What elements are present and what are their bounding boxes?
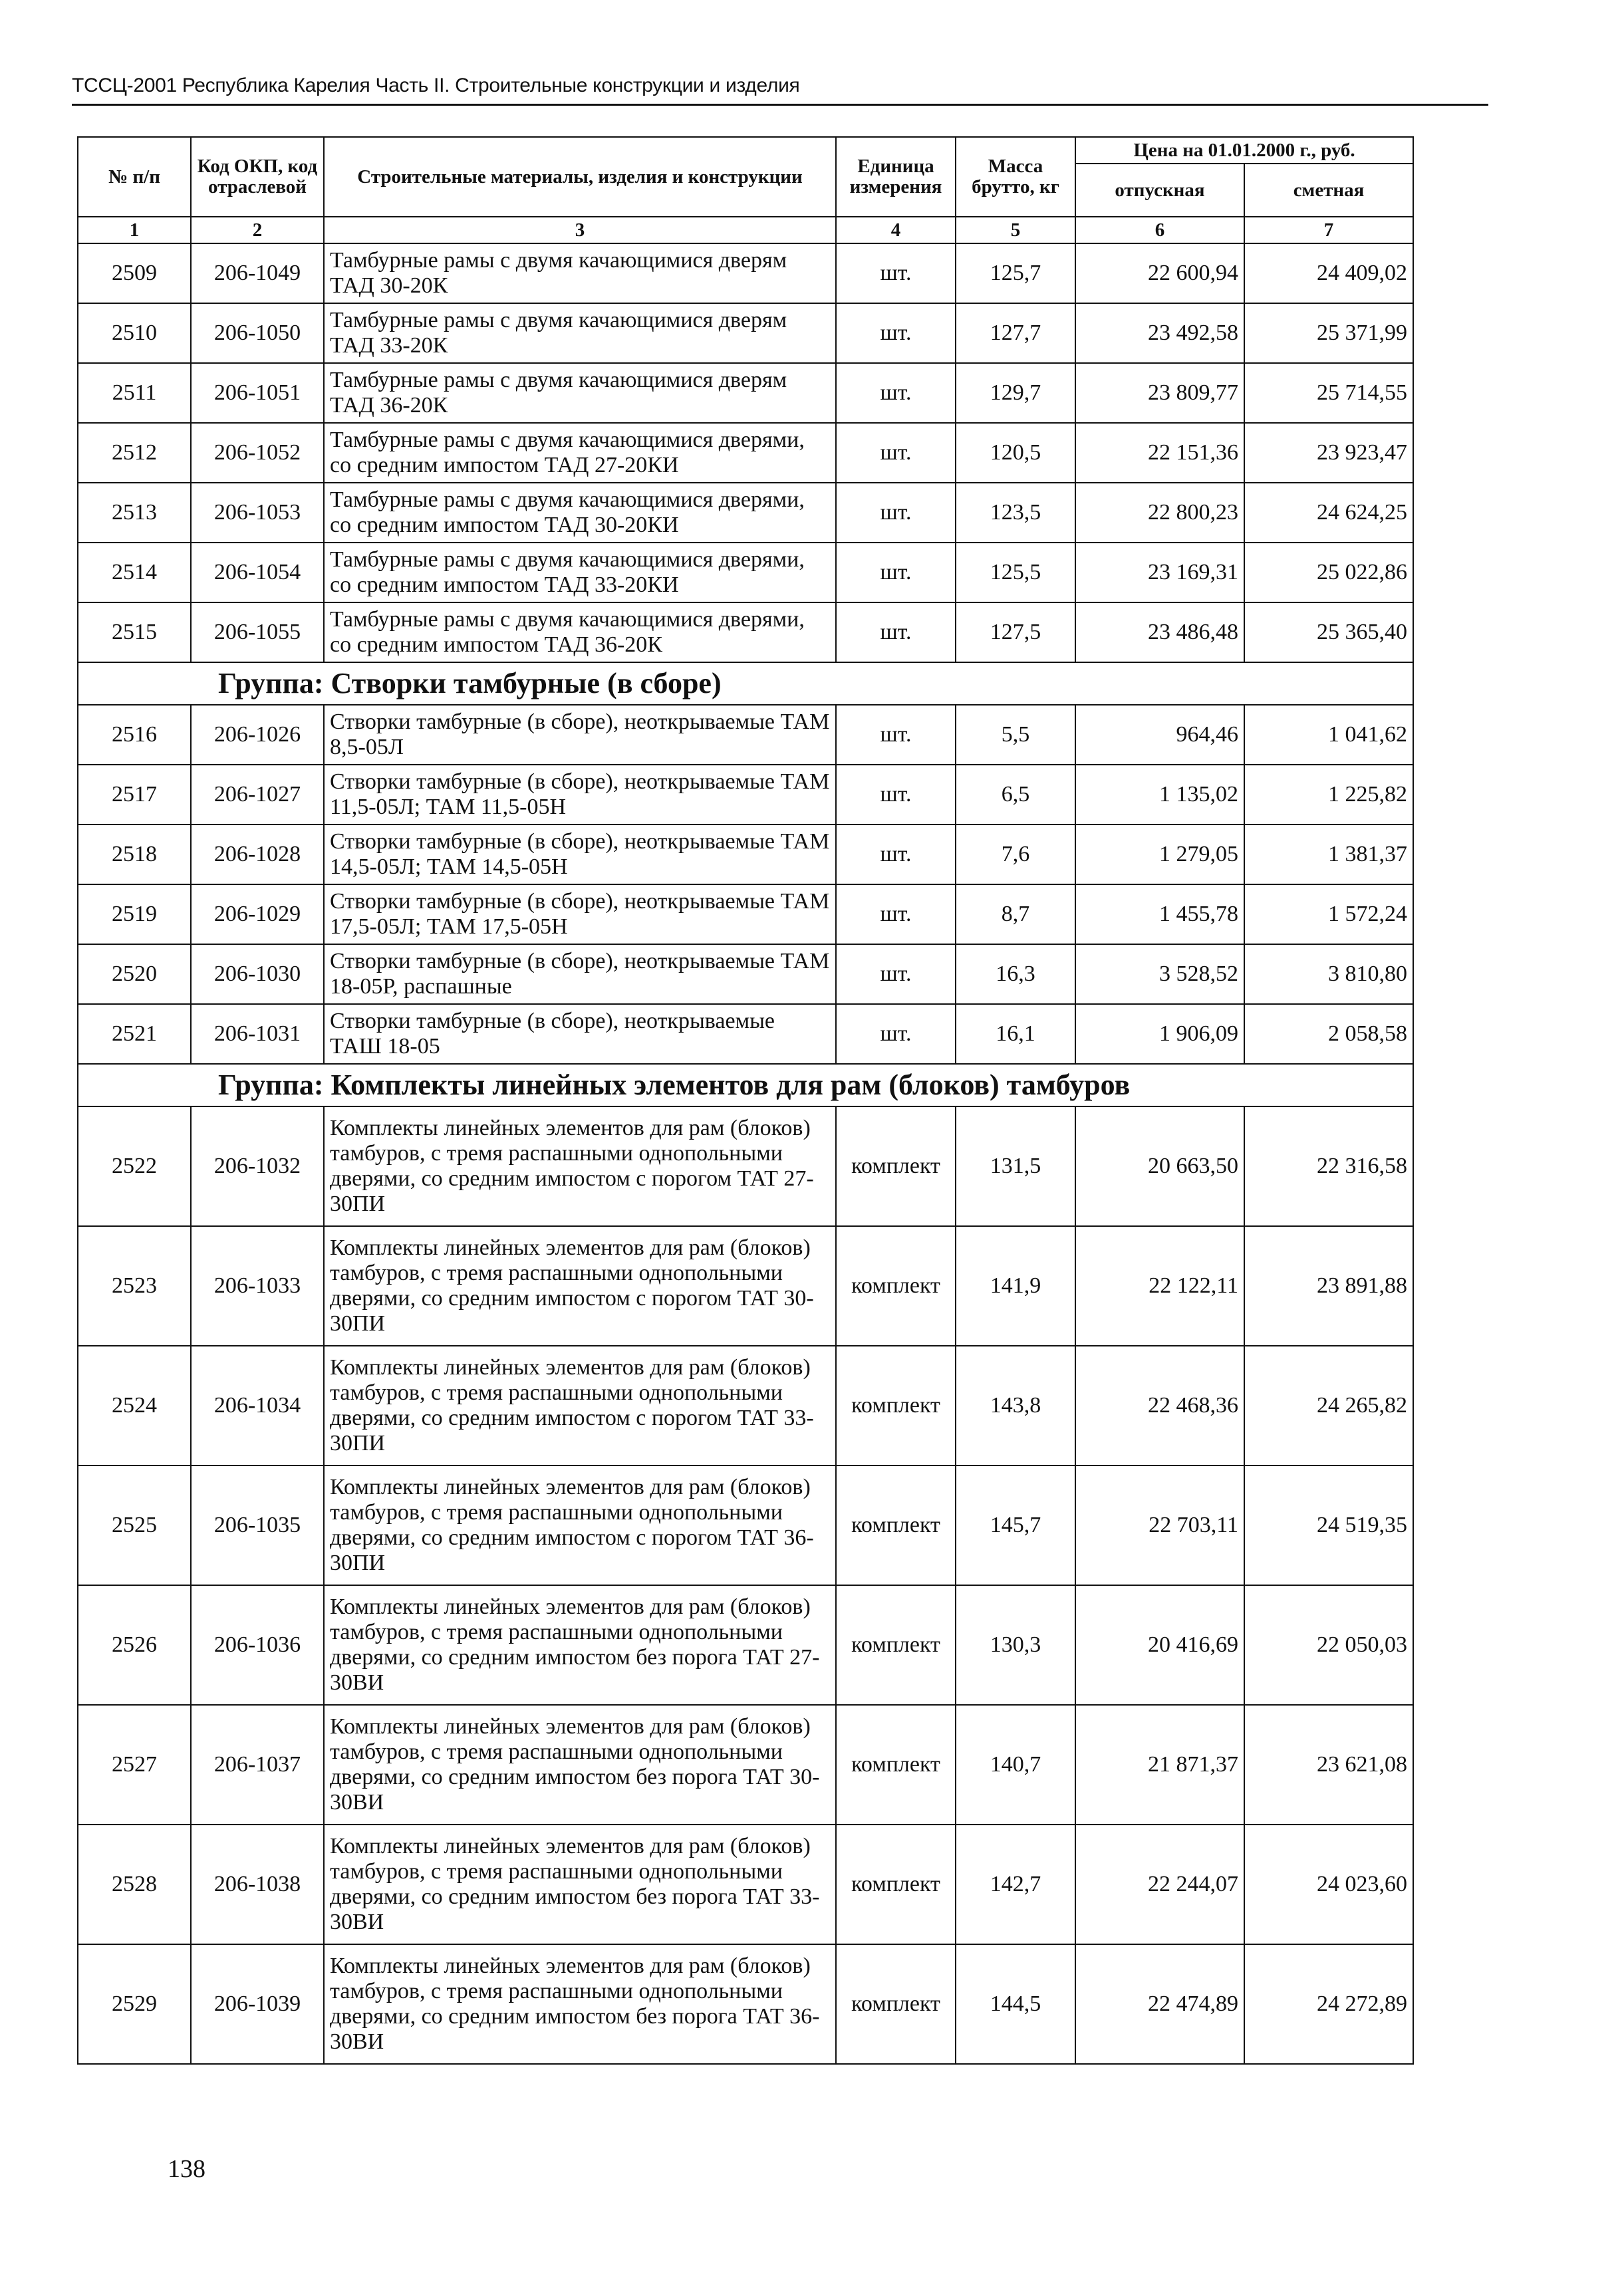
estimate-price: 22 050,03	[1244, 1585, 1413, 1705]
estimate-price: 25 371,99	[1244, 303, 1413, 363]
gross-mass: 144,5	[956, 1944, 1075, 2064]
header-rule	[72, 104, 1488, 106]
col-number: 1	[78, 217, 191, 243]
table-row	[78, 884, 1413, 944]
gross-mass: 125,5	[956, 543, 1075, 602]
item-name: Тамбурные рамы с двумя качающимися дверями, со средним импостом ТАД 27-20КИ	[324, 423, 836, 483]
row-number: 2528	[78, 1825, 191, 1944]
item-name: Комплекты линейных элементов для рам (блоков) тамбуров, с тремя распашными однопольными дверями, со средним импостом с порогом ТАТ 36-30ПИ	[324, 1466, 836, 1585]
row-number: 2521	[78, 1004, 191, 1064]
release-price: 22 703,11	[1075, 1466, 1244, 1585]
item-name: Комплекты линейных элементов для рам (блоков) тамбуров, с тремя распашными однопольными дверями, со средним импостом без порога ТАТ 27-30ВИ	[324, 1585, 836, 1705]
group-title: Группа: Створки тамбурные (в сборе)	[78, 662, 1413, 705]
unit-of-measure: шт.	[836, 363, 956, 423]
item-name: Створки тамбурные (в сборе), неоткрываемые ТАМ 14,5-05Л; ТАМ 14,5-05Н	[324, 825, 836, 884]
table-row	[78, 543, 1413, 602]
okp-code: 206-1027	[191, 765, 324, 825]
item-name: Тамбурные рамы с двумя качающимися дверям ТАД 30-20К	[324, 243, 836, 303]
unit-of-measure: шт.	[836, 303, 956, 363]
estimate-price: 23 621,08	[1244, 1705, 1413, 1825]
table-row	[78, 1466, 1413, 1585]
gross-mass: 16,1	[956, 1004, 1075, 1064]
release-price: 21 871,37	[1075, 1705, 1244, 1825]
release-price: 1 279,05	[1075, 825, 1244, 884]
okp-code: 206-1054	[191, 543, 324, 602]
gross-mass: 123,5	[956, 483, 1075, 543]
col-number: 7	[1244, 217, 1413, 243]
okp-code: 206-1031	[191, 1004, 324, 1064]
item-name: Комплекты линейных элементов для рам (блоков) тамбуров, с тремя распашными однопольными дверями, со средним импостом без порога ТАТ 36-30ВИ	[324, 1944, 836, 2064]
estimate-price: 25 022,86	[1244, 543, 1413, 602]
row-number: 2511	[78, 363, 191, 423]
table-row	[78, 705, 1413, 765]
table-row	[78, 1106, 1413, 1226]
row-number: 2513	[78, 483, 191, 543]
gross-mass: 127,5	[956, 602, 1075, 662]
unit-of-measure: комплект	[836, 1944, 956, 2064]
col-header-price-estimate: сметная	[1244, 164, 1413, 217]
table-row	[78, 1346, 1413, 1466]
estimate-price: 2 058,58	[1244, 1004, 1413, 1064]
table-section-frames	[78, 243, 1413, 662]
release-price: 20 416,69	[1075, 1585, 1244, 1705]
item-name: Тамбурные рамы с двумя качающимися дверями, со средним импостом ТАД 36-20К	[324, 602, 836, 662]
estimate-price: 24 409,02	[1244, 243, 1413, 303]
unit-of-measure: шт.	[836, 884, 956, 944]
unit-of-measure: шт.	[836, 243, 956, 303]
estimate-price: 23 923,47	[1244, 423, 1413, 483]
unit-of-measure: комплект	[836, 1106, 956, 1226]
unit-of-measure: шт.	[836, 705, 956, 765]
item-name: Тамбурные рамы с двумя качающимися дверям ТАД 36-20К	[324, 363, 836, 423]
row-number: 2527	[78, 1705, 191, 1825]
estimate-price: 24 272,89	[1244, 1944, 1413, 2064]
release-price: 22 122,11	[1075, 1226, 1244, 1346]
okp-code: 206-1055	[191, 602, 324, 662]
gross-mass: 145,7	[956, 1466, 1075, 1585]
unit-of-measure: шт.	[836, 602, 956, 662]
item-name: Створки тамбурные (в сборе), неоткрываемые ТАМ 11,5-05Л; ТАМ 11,5-05Н	[324, 765, 836, 825]
table-section-kits	[78, 1106, 1413, 2064]
release-price: 23 486,48	[1075, 602, 1244, 662]
item-name: Комплекты линейных элементов для рам (блоков) тамбуров, с тремя распашными однопольными дверями, со средним импостом с порогом ТАТ 30-30ПИ	[324, 1226, 836, 1346]
group-heading-sashes	[78, 662, 1413, 705]
release-price: 22 151,36	[1075, 423, 1244, 483]
row-number: 2514	[78, 543, 191, 602]
table-row	[78, 423, 1413, 483]
row-number: 2516	[78, 705, 191, 765]
item-name: Комплекты линейных элементов для рам (блоков) тамбуров, с тремя распашными однопольными дверями, со средним импостом без порога ТАТ 33-30ВИ	[324, 1825, 836, 1944]
gross-mass: 5,5	[956, 705, 1075, 765]
row-number: 2522	[78, 1106, 191, 1226]
row-number: 2524	[78, 1346, 191, 1466]
unit-of-measure: шт.	[836, 483, 956, 543]
okp-code: 206-1032	[191, 1106, 324, 1226]
table-row	[78, 1585, 1413, 1705]
table-head	[78, 137, 1413, 243]
okp-code: 206-1051	[191, 363, 324, 423]
row-number: 2512	[78, 423, 191, 483]
unit-of-measure: шт.	[836, 825, 956, 884]
okp-code: 206-1052	[191, 423, 324, 483]
table-row	[78, 303, 1413, 363]
row-number: 2517	[78, 765, 191, 825]
row-number: 2518	[78, 825, 191, 884]
estimate-price: 23 891,88	[1244, 1226, 1413, 1346]
group-heading-kits	[78, 1064, 1413, 1106]
col-header-price-release: отпускная	[1075, 164, 1244, 217]
unit-of-measure: шт.	[836, 543, 956, 602]
col-header-code: Код ОКП, код отраслевой	[191, 137, 324, 217]
table-row	[78, 1226, 1413, 1346]
release-price: 1 906,09	[1075, 1004, 1244, 1064]
item-name: Комплекты линейных элементов для рам (блоков) тамбуров, с тремя распашными однопольными дверями, со средним импостом без порога ТАТ 30-30ВИ	[324, 1705, 836, 1825]
release-price: 22 474,89	[1075, 1944, 1244, 2064]
release-price: 22 600,94	[1075, 243, 1244, 303]
estimate-price: 24 265,82	[1244, 1346, 1413, 1466]
gross-mass: 129,7	[956, 363, 1075, 423]
col-number: 3	[324, 217, 836, 243]
okp-code: 206-1049	[191, 243, 324, 303]
unit-of-measure: комплект	[836, 1825, 956, 1944]
okp-code: 206-1028	[191, 825, 324, 884]
item-name: Створки тамбурные (в сборе), неоткрываемые ТАМ 8,5-05Л	[324, 705, 836, 765]
table-row	[78, 825, 1413, 884]
col-header-mass: Масса брутто, кг	[956, 137, 1075, 217]
gross-mass: 125,7	[956, 243, 1075, 303]
item-name: Створки тамбурные (в сборе), неоткрываемые ТАМ 18-05Р, распашные	[324, 944, 836, 1004]
unit-of-measure: шт.	[836, 423, 956, 483]
table-row	[78, 243, 1413, 303]
col-number: 5	[956, 217, 1075, 243]
row-number: 2529	[78, 1944, 191, 2064]
gross-mass: 127,7	[956, 303, 1075, 363]
gross-mass: 141,9	[956, 1226, 1075, 1346]
row-number: 2525	[78, 1466, 191, 1585]
unit-of-measure: комплект	[836, 1226, 956, 1346]
okp-code: 206-1026	[191, 705, 324, 765]
gross-mass: 120,5	[956, 423, 1075, 483]
okp-code: 206-1034	[191, 1346, 324, 1466]
okp-code: 206-1037	[191, 1705, 324, 1825]
unit-of-measure: комплект	[836, 1705, 956, 1825]
okp-code: 206-1033	[191, 1226, 324, 1346]
release-price: 20 663,50	[1075, 1106, 1244, 1226]
col-number: 6	[1075, 217, 1244, 243]
release-price: 22 800,23	[1075, 483, 1244, 543]
release-price: 22 244,07	[1075, 1825, 1244, 1944]
item-name: Створки тамбурные (в сборе), неоткрываемые ТАМ 17,5-05Л; ТАМ 17,5-05Н	[324, 884, 836, 944]
estimate-price: 24 023,60	[1244, 1825, 1413, 1944]
unit-of-measure: шт.	[836, 1004, 956, 1064]
table-row	[78, 1705, 1413, 1825]
gross-mass: 130,3	[956, 1585, 1075, 1705]
item-name: Комплекты линейных элементов для рам (блоков) тамбуров, с тремя распашными однопольными дверями, со средним импостом с порогом ТАТ 27-30ПИ	[324, 1106, 836, 1226]
group-title: Группа: Комплекты линейных элементов для рам (блоков) тамбуров	[78, 1064, 1413, 1106]
table-row	[78, 765, 1413, 825]
page-header-title: ТССЦ-2001 Республика Карелия Часть II. Строительные конструкции и изделия	[72, 74, 800, 96]
okp-code: 206-1036	[191, 1585, 324, 1705]
release-price: 1 455,78	[1075, 884, 1244, 944]
item-name: Створки тамбурные (в сборе), неоткрываемые ТАШ 18-05	[324, 1004, 836, 1064]
estimate-price: 1 041,62	[1244, 705, 1413, 765]
release-price: 22 468,36	[1075, 1346, 1244, 1466]
col-header-num: № п/п	[78, 137, 191, 217]
row-number: 2509	[78, 243, 191, 303]
okp-code: 206-1053	[191, 483, 324, 543]
item-name: Тамбурные рамы с двумя качающимися дверям ТАД 33-20К	[324, 303, 836, 363]
page-number: 138	[168, 2155, 205, 2183]
row-number: 2519	[78, 884, 191, 944]
item-name: Тамбурные рамы с двумя качающимися дверями, со средним импостом ТАД 30-20КИ	[324, 483, 836, 543]
unit-of-measure: комплект	[836, 1346, 956, 1466]
item-name: Тамбурные рамы с двумя качающимися дверями, со средним импостом ТАД 33-20КИ	[324, 543, 836, 602]
price-table	[77, 136, 1414, 2065]
estimate-price: 1 572,24	[1244, 884, 1413, 944]
col-number: 2	[191, 217, 324, 243]
row-number: 2515	[78, 602, 191, 662]
col-header-unit: Единица измерения	[836, 137, 956, 217]
col-header-name: Строительные материалы, изделия и конструкции	[324, 137, 836, 217]
release-price: 23 492,58	[1075, 303, 1244, 363]
row-number: 2510	[78, 303, 191, 363]
col-header-price-group: Цена на 01.01.2000 г., руб.	[1075, 137, 1413, 164]
gross-mass: 16,3	[956, 944, 1075, 1004]
row-number: 2526	[78, 1585, 191, 1705]
item-name: Комплекты линейных элементов для рам (блоков) тамбуров, с тремя распашными однопольными дверями, со средним импостом с порогом ТАТ 33-30ПИ	[324, 1346, 836, 1466]
estimate-price: 1 381,37	[1244, 825, 1413, 884]
table-row	[78, 483, 1413, 543]
estimate-price: 22 316,58	[1244, 1106, 1413, 1226]
okp-code: 206-1035	[191, 1466, 324, 1585]
okp-code: 206-1050	[191, 303, 324, 363]
gross-mass: 142,7	[956, 1825, 1075, 1944]
okp-code: 206-1030	[191, 944, 324, 1004]
row-number: 2523	[78, 1226, 191, 1346]
table-row	[78, 1825, 1413, 1944]
release-price: 23 809,77	[1075, 363, 1244, 423]
release-price: 964,46	[1075, 705, 1244, 765]
gross-mass: 6,5	[956, 765, 1075, 825]
estimate-price: 1 225,82	[1244, 765, 1413, 825]
table-row	[78, 602, 1413, 662]
col-number: 4	[836, 217, 956, 243]
okp-code: 206-1039	[191, 1944, 324, 2064]
release-price: 3 528,52	[1075, 944, 1244, 1004]
gross-mass: 143,8	[956, 1346, 1075, 1466]
unit-of-measure: комплект	[836, 1585, 956, 1705]
gross-mass: 140,7	[956, 1705, 1075, 1825]
okp-code: 206-1038	[191, 1825, 324, 1944]
unit-of-measure: шт.	[836, 944, 956, 1004]
row-number: 2520	[78, 944, 191, 1004]
table-row	[78, 1004, 1413, 1064]
table-section-sashes	[78, 705, 1413, 1064]
gross-mass: 131,5	[956, 1106, 1075, 1226]
unit-of-measure: шт.	[836, 765, 956, 825]
okp-code: 206-1029	[191, 884, 324, 944]
estimate-price: 3 810,80	[1244, 944, 1413, 1004]
table-row	[78, 944, 1413, 1004]
gross-mass: 8,7	[956, 884, 1075, 944]
gross-mass: 7,6	[956, 825, 1075, 884]
estimate-price: 24 519,35	[1244, 1466, 1413, 1585]
column-numbers-row	[78, 217, 1413, 243]
estimate-price: 24 624,25	[1244, 483, 1413, 543]
table-row	[78, 1944, 1413, 2064]
estimate-price: 25 365,40	[1244, 602, 1413, 662]
release-price: 1 135,02	[1075, 765, 1244, 825]
table-row	[78, 363, 1413, 423]
release-price: 23 169,31	[1075, 543, 1244, 602]
estimate-price: 25 714,55	[1244, 363, 1413, 423]
unit-of-measure: комплект	[836, 1466, 956, 1585]
